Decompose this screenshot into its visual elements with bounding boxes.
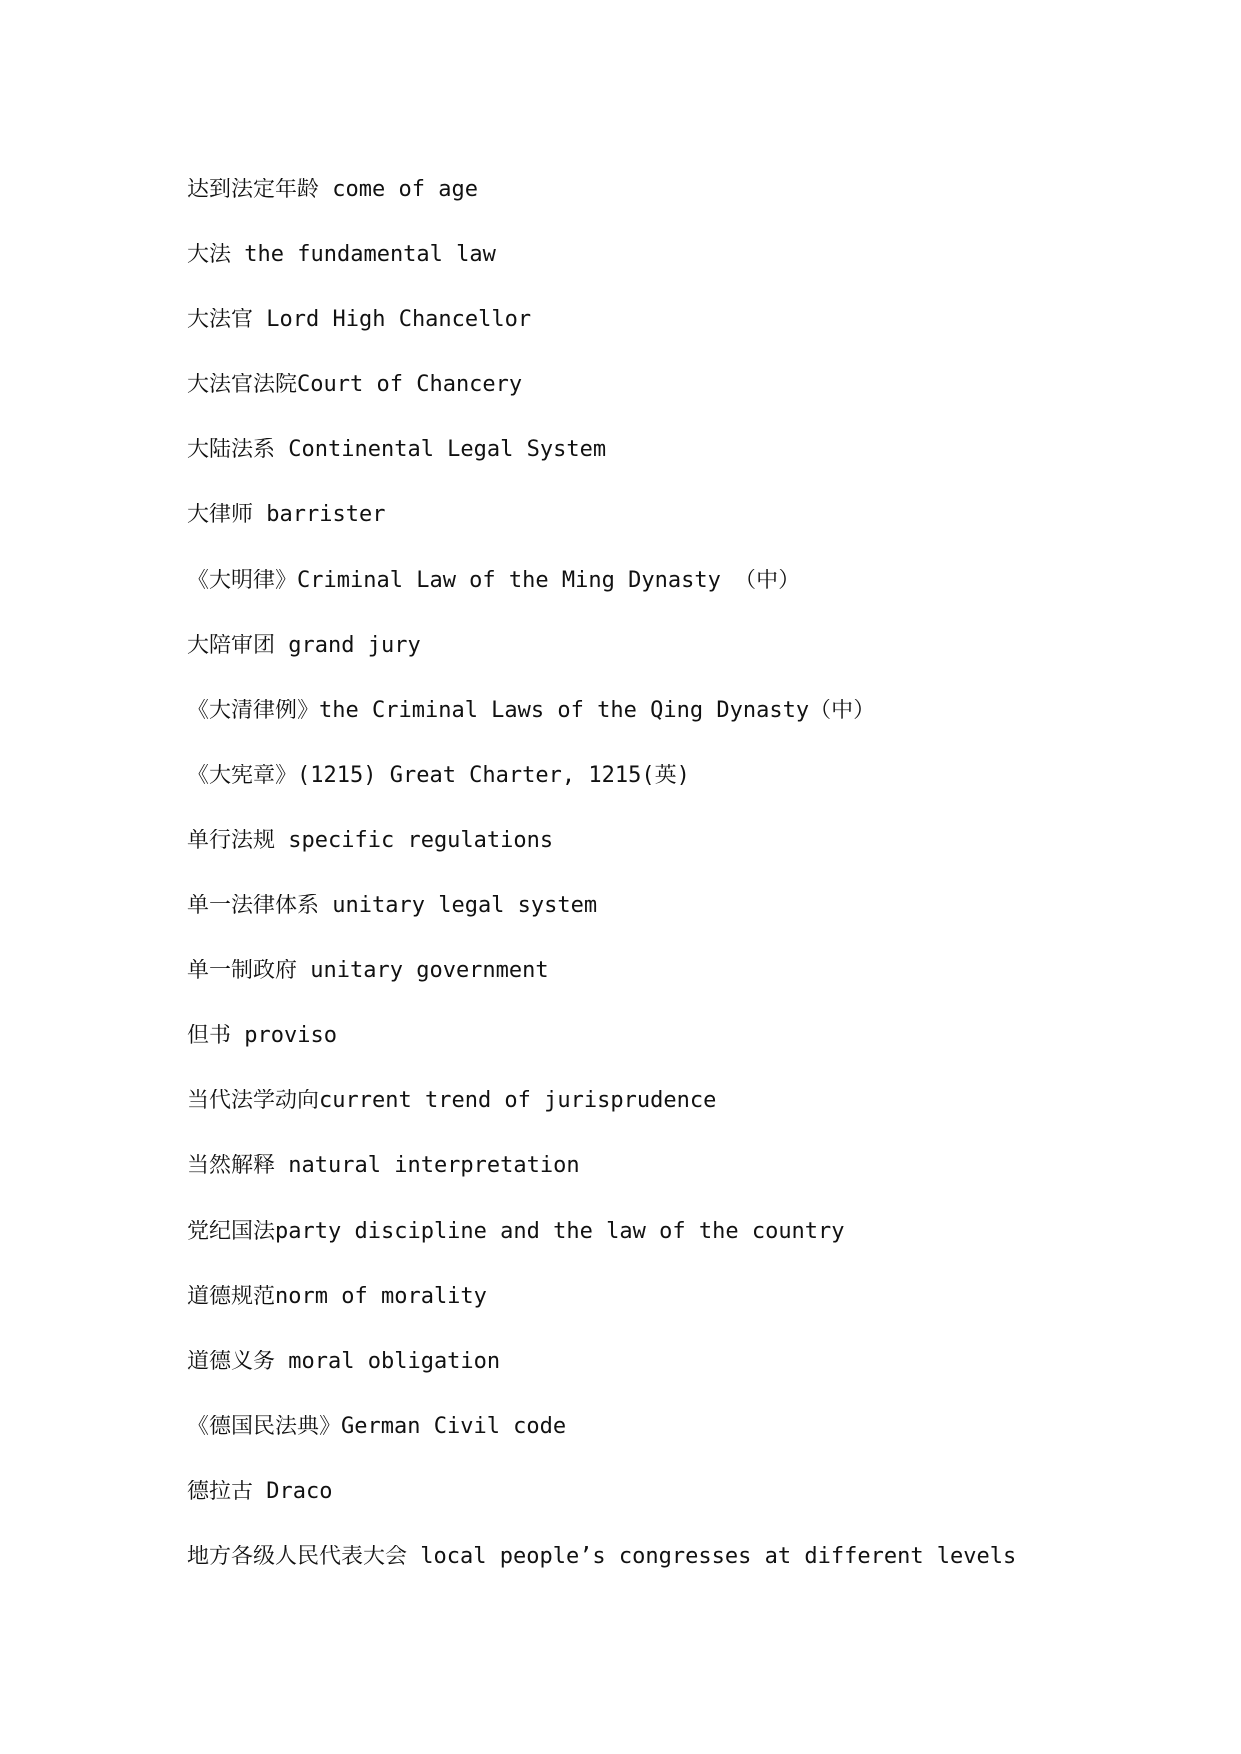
glossary-entry: 单行法规 specific regulations (187, 828, 554, 853)
glossary-entry: 大陆法系 Continental Legal System (187, 438, 607, 463)
glossary-entry: 《大明律》Criminal Law of the Ming Dynasty （中） (187, 568, 801, 593)
glossary-entry: 单一法律体系 unitary legal system (187, 894, 598, 919)
glossary-entry: 单一制政府 unitary government (187, 959, 549, 984)
glossary-entry: 大法官法院Court of Chancery (187, 373, 523, 398)
glossary-entry: 达到法定年龄 come of age (187, 178, 478, 202)
glossary-entry: 当然解释 natural interpretation (187, 1154, 580, 1179)
glossary-entry: 但书 proviso (187, 1024, 337, 1049)
glossary-entry: 大律师 barrister (187, 503, 386, 528)
glossary-list (187, 178, 1187, 1610)
glossary-entry: 《大宪章》(1215) Great Charter, 1215(英) (187, 763, 690, 788)
glossary-entry: 地方各级人民代表大会 local people’s congresses at different levels (187, 1544, 1017, 1569)
glossary-entry: 道德规范norm of morality (187, 1284, 487, 1309)
glossary-entry: 大法官 Lord High Chancellor (187, 308, 532, 333)
glossary-entry: 当代法学动向current trend of jurisprudence (187, 1089, 717, 1114)
glossary-entry: 道德义务 moral obligation (187, 1349, 501, 1374)
glossary-entry: 大陪审团 grand jury (187, 633, 421, 658)
glossary-entry: 大法 the fundamental law (187, 243, 496, 268)
glossary-entry: 德拉古 Draco (187, 1479, 333, 1504)
glossary-entry: 党纪国法party discipline and the law of the country (187, 1219, 845, 1244)
glossary-entry: 《德国民法典》German Civil code (187, 1414, 567, 1439)
glossary-entry: 《大清律例》the Criminal Laws of the Qing Dynasty（中） (187, 698, 876, 723)
